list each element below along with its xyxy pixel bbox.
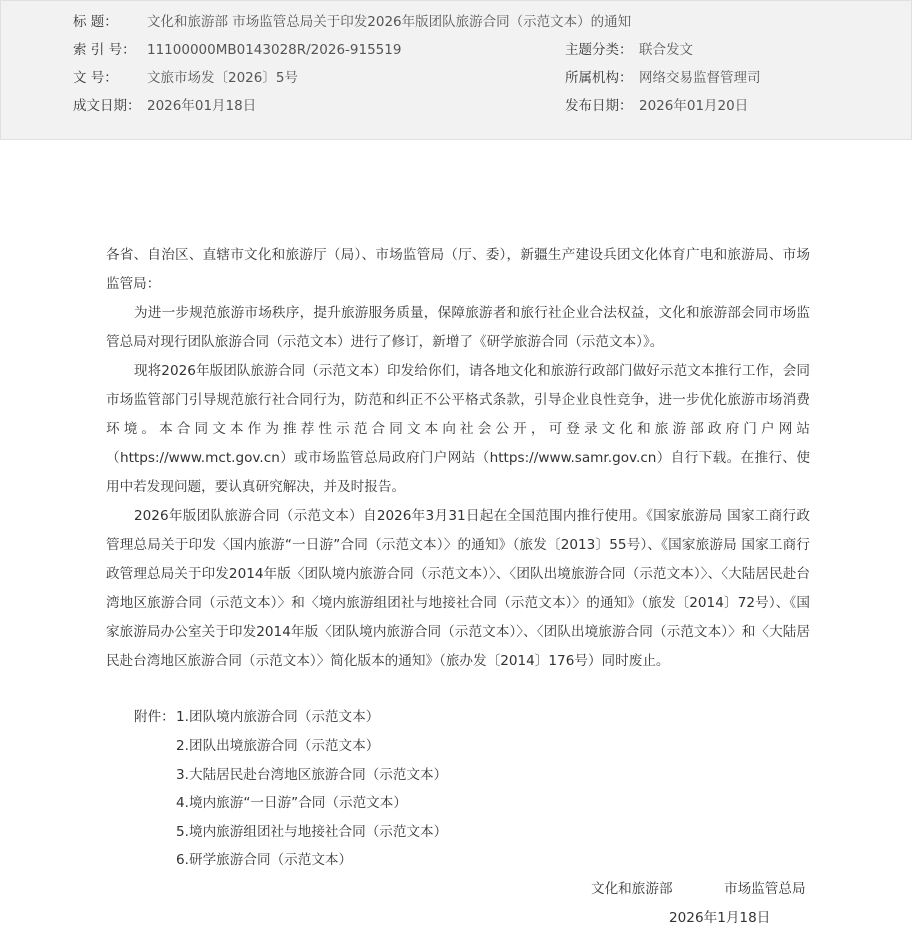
docno-row	[73, 68, 298, 88]
title-label: 标 题：	[73, 14, 118, 30]
topic-value: 联合发文	[639, 42, 693, 58]
title-row	[73, 12, 631, 32]
attachment-item: 6.研学旅游合同（示范文本）	[176, 852, 353, 868]
published-date-row	[565, 96, 748, 116]
docno-label: 文 号：	[73, 70, 118, 86]
docno-value: 文旅市场发〔2026〕5号	[147, 70, 298, 86]
org-label: 所属机构：	[565, 70, 633, 86]
attachments-label: 附件：	[134, 709, 175, 725]
index-label: 索 引 号：	[73, 42, 136, 58]
topic-row	[565, 40, 693, 60]
written-date-value: 2026年01月18日	[147, 98, 257, 114]
written-date-label: 成文日期：	[73, 98, 141, 114]
addressee: 各省、自治区、直辖市文化和旅游厅（局）、市场监管局（厅、委），新疆生产建设兵团文化体育广电和旅游局、市场监管局：	[106, 247, 810, 292]
signatory-culture-tourism: 文化和旅游部	[591, 881, 673, 897]
index-row	[73, 40, 401, 60]
signature-date: 2026年1月18日	[669, 910, 771, 926]
paragraph-2: 现将2026年版团队旅游合同（示范文本）印发给你们，请各地文化和旅游行政部门做好示范文本推行工作，会同市场监管部门引导规范旅行社合同行为，防范和纠正不公平格式条款，引导企业良性竞争，进一步优化旅游市场消费环境。本合同文本作为推荐性示范合同文本向社会公开，可登录文化和旅游部政府门户网站（https://www.mct.gov.cn）或市场监管总局政府门户网站（https://www.samr.gov.cn）自行下载。在推行、使用中若发现问题，要认真研究解决，并及时报告。	[106, 363, 810, 495]
attachment-item: 4.境内旅游“一日游”合同（示范文本）	[176, 795, 407, 811]
document-body	[106, 241, 810, 676]
title-value: 文化和旅游部 市场监管总局关于印发2026年版团队旅游合同（示范文本）的通知	[147, 14, 632, 30]
published-date-value: 2026年01月20日	[639, 98, 749, 114]
attachment-item: 5.境内旅游组团社与地接社合同（示范文本）	[176, 824, 448, 840]
signatory-market-regulation: 市场监管总局	[724, 881, 806, 897]
topic-label: 主题分类：	[565, 42, 633, 58]
attachment-item: 2.团队出境旅游合同（示范文本）	[176, 738, 380, 754]
attachment-item: 1.团队境内旅游合同（示范文本）	[176, 709, 380, 725]
published-date-label: 发布日期：	[565, 98, 633, 114]
attachment-item: 3.大陆居民赴台湾地区旅游合同（示范文本）	[176, 767, 448, 783]
index-value: 11100000MB0143028R/2026-915519	[147, 42, 402, 58]
written-date-row	[73, 96, 256, 116]
paragraph-3: 2026年版团队旅游合同（示范文本）自2026年3月31日起在全国范围内推行使用。《国家旅游局 国家工商行政管理总局关于印发〈国内旅游“一日游”合同（示范文本）〉的通知》（旅发〔2013〕55号）、《国家旅游局 国家工商行政管理总局关于印发2014年版〈团队境内旅游合同（示范文本）〉、〈团队出境旅游合同（示范文本）〉、〈大陆居民赴台湾地区旅游合同（示范文本）〉和〈境内旅游组团社与地接社合同（示范文本）〉的通知》（旅发〔2014〕72号）、《国家旅游局办公室关于印发2014年版〈团队境内旅游合同（示范文本）〉、〈团队出境旅游合同（示范文本）〉和〈大陆居民赴台湾地区旅游合同（示范文本）〉简化版本的通知》（旅办发〔2014〕176号）同时废止。	[106, 508, 810, 669]
org-value: 网络交易监督管理司	[639, 70, 761, 86]
document-metadata-panel	[0, 0, 912, 140]
paragraph-1: 为进一步规范旅游市场秩序，提升旅游服务质量，保障旅游者和旅行社企业合法权益，文化和旅游部会同市场监管总局对现行团队旅游合同（示范文本）进行了修订，新增了《研学旅游合同（示范文本）》。	[106, 305, 810, 350]
org-row	[565, 68, 761, 88]
